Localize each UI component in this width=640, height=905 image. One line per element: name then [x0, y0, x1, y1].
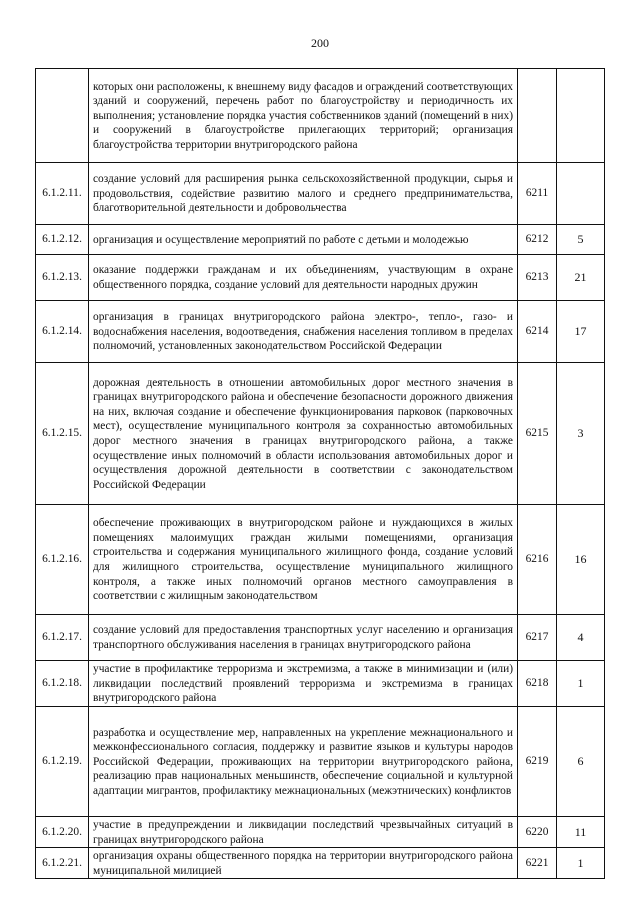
row-count — [557, 69, 605, 163]
table-row — [36, 505, 605, 615]
row-number: 6.1.2.12. — [36, 225, 89, 255]
row-number: 6.1.2.13. — [36, 255, 89, 301]
row-count: 17 — [557, 301, 605, 363]
row-code: 6213 — [518, 255, 557, 301]
row-description: разработка и осуществление мер, направленных на укрепление межнационального и межконфессионального согласия, поддержку и развитие языков и культуры народов Российской Федерации, проживающих на территории внутригородского района, реализацию прав национальных меньшинств, обеспечение социальной и культурной адаптации мигрантов, профилактику межнациональных (межэтнических) конфликтов — [89, 707, 518, 817]
row-count: 1 — [557, 848, 605, 879]
row-code: 6217 — [518, 615, 557, 661]
row-code: 6221 — [518, 848, 557, 879]
row-count — [557, 163, 605, 225]
table-row — [36, 163, 605, 225]
row-code: 6211 — [518, 163, 557, 225]
row-number: 6.1.2.17. — [36, 615, 89, 661]
row-code: 6214 — [518, 301, 557, 363]
row-code: 6218 — [518, 661, 557, 707]
row-code: 6216 — [518, 505, 557, 615]
row-count: 16 — [557, 505, 605, 615]
row-description: организация охраны общественного порядка на территории внутригородского района муниципальной милицией — [89, 848, 518, 879]
row-description: участие в предупреждении и ликвидации последствий чрезвычайных ситуаций в границах внутригородского района — [89, 817, 518, 848]
row-number: 6.1.2.11. — [36, 163, 89, 225]
classification-table — [35, 68, 605, 879]
row-count: 6 — [557, 707, 605, 817]
row-number: 6.1.2.20. — [36, 817, 89, 848]
row-description: создание условий для расширения рынка сельскохозяйственной продукции, сырья и продовольствия, содействие развитию малого и среднего предпринимательства, благотворительной деятельности и добровольчества — [89, 163, 518, 225]
row-description: организация и осуществление мероприятий по работе с детьми и молодежью — [89, 225, 518, 255]
row-description: дорожная деятельность в отношении автомобильных дорог местного значения в границах внутригородского района и обеспечение безопасности дорожного движения на них, включая создание и обеспечение функционирования парковок (парковочных мест), осуществление муниципального контроля за сохранностью автомобильных дорог местного значения в границах внутригородского района, а также осуществление иных полномочий в области использования автомобильных дорог и осуществления дорожной деятельности в соответствии с законодательством Российской Федерации — [89, 363, 518, 505]
row-count: 11 — [557, 817, 605, 848]
row-number — [36, 69, 89, 163]
table-row — [36, 707, 605, 817]
row-number: 6.1.2.16. — [36, 505, 89, 615]
row-description: которых они расположены, к внешнему виду фасадов и ограждений соответствующих зданий и сооружений, перечень работ по благоустройству и периодичность их выполнения; установление порядка участия собственников зданий (помещений в них) и сооружений в благоустройстве прилегающих территорий; организация благоустройства территории внутригородского района — [89, 69, 518, 163]
row-code: 6219 — [518, 707, 557, 817]
table-row — [36, 661, 605, 707]
row-code — [518, 69, 557, 163]
row-number: 6.1.2.19. — [36, 707, 89, 817]
row-description: создание условий для предоставления транспортных услуг населению и организация транспортного обслуживания населения в границах внутригородского района — [89, 615, 518, 661]
row-description: обеспечение проживающих в внутригородском районе и нуждающихся в жилых помещениях малоимущих граждан жилыми помещениями, организация строительства и содержания муниципального жилищного фонда, создание условий для жилищного строительства, осуществление муниципального жилищного контроля, а также иных полномочий органов местного самоуправления в соответствии с жилищным законодательством — [89, 505, 518, 615]
row-number: 6.1.2.21. — [36, 848, 89, 879]
row-number: 6.1.2.14. — [36, 301, 89, 363]
row-code: 6220 — [518, 817, 557, 848]
row-code: 6212 — [518, 225, 557, 255]
page-number: 200 — [311, 36, 329, 50]
row-description: участие в профилактике терроризма и экстремизма, а также в минимизации и (или) ликвидации последствий проявлений терроризма и экстремизма в границах внутригородского района — [89, 661, 518, 707]
row-count: 5 — [557, 225, 605, 255]
table-row — [36, 301, 605, 363]
row-number: 6.1.2.15. — [36, 363, 89, 505]
row-number: 6.1.2.18. — [36, 661, 89, 707]
row-description: оказание поддержки гражданам и их объединениям, участвующим в охране общественного порядка, создание условий для деятельности народных дружин — [89, 255, 518, 301]
row-code: 6215 — [518, 363, 557, 505]
row-description: организация в границах внутригородского района электро-, тепло-, газо- и водоснабжения населения, водоотведения, снабжения населения топливом в пределах полномочий, установленных законодательством Российской Федерации — [89, 301, 518, 363]
row-count: 4 — [557, 615, 605, 661]
row-count: 21 — [557, 255, 605, 301]
table-row — [36, 848, 605, 879]
table-row — [36, 363, 605, 505]
table-row — [36, 69, 605, 163]
table-row — [36, 615, 605, 661]
row-count: 1 — [557, 661, 605, 707]
row-count: 3 — [557, 363, 605, 505]
table-row — [36, 225, 605, 255]
table-row — [36, 817, 605, 848]
table-row — [36, 255, 605, 301]
